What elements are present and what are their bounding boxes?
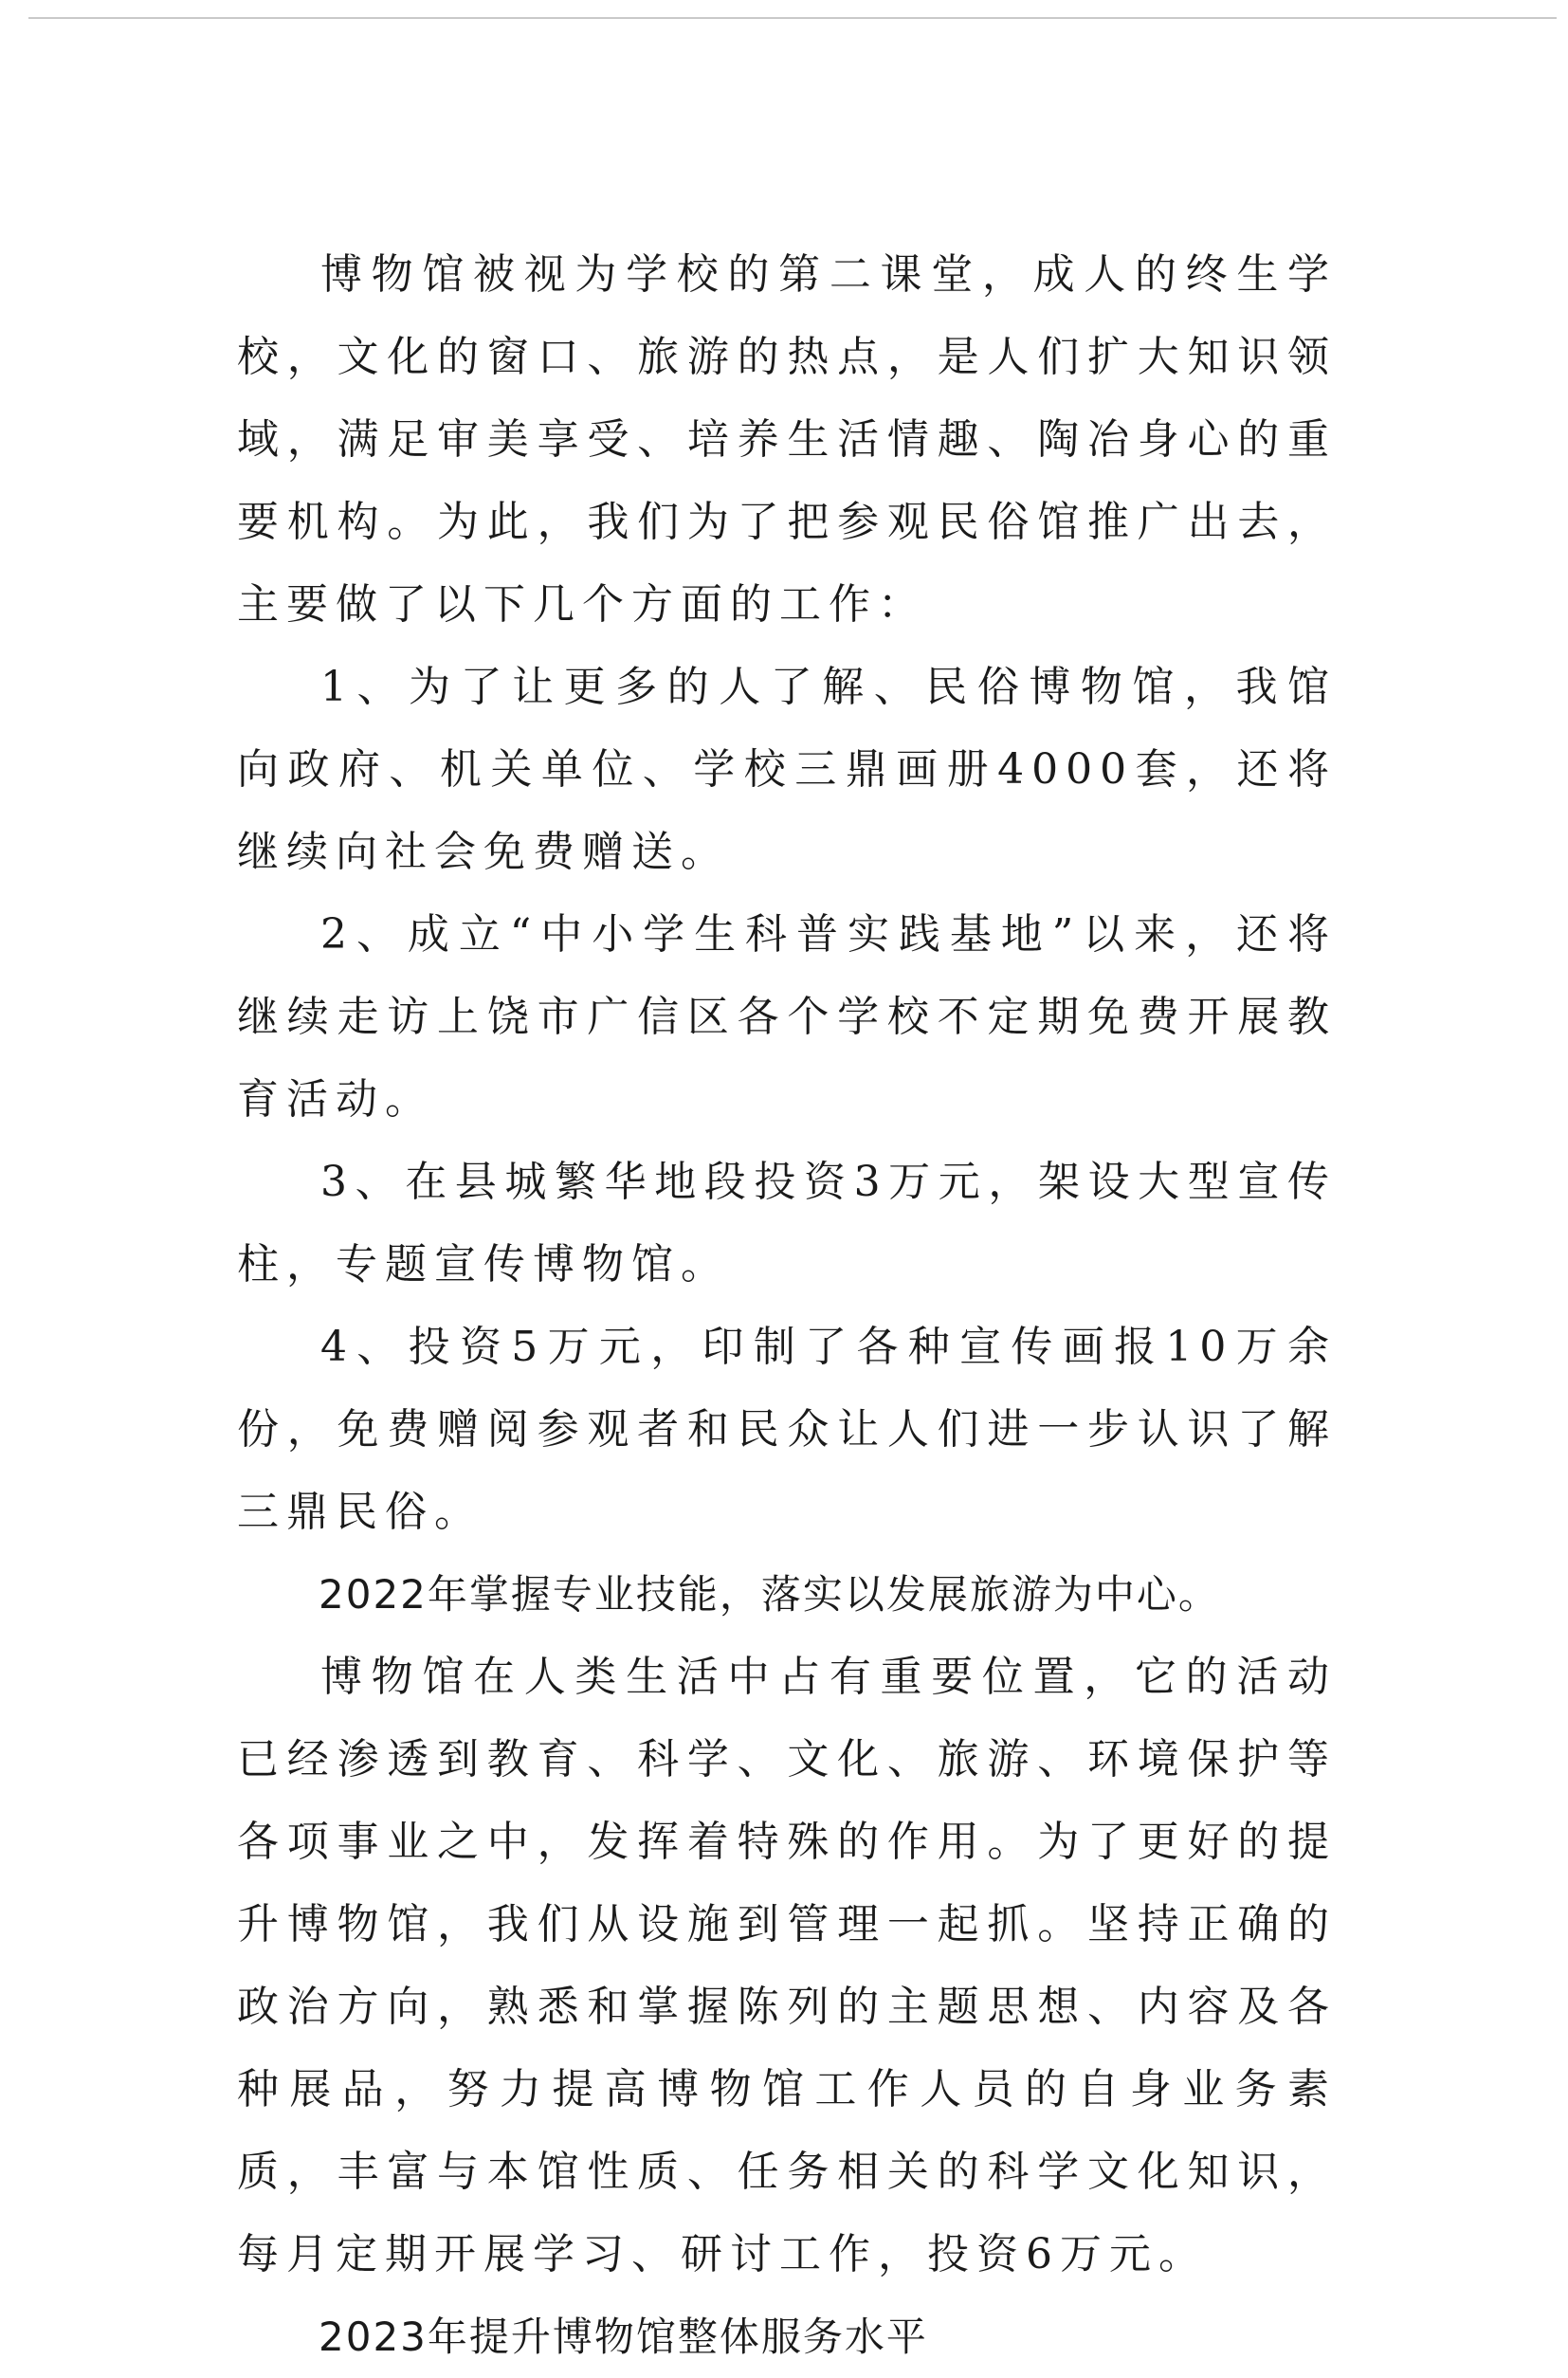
paragraph-2022-details: 博物馆在人类生活中占有重要位置，它的活动已经渗透到教育、科学、文化、旅游、环境保护等各项事业之中，发挥着特殊的作用。为了更好的提升博物馆，我们从设施到管理一起抓。坚持正确的政治方向，熟悉和掌握陈列的主题思想、内容及各种展品，努力提高博物馆工作人员的自身业务素质，丰富与本馆性质、任务相关的科学文化知识，每月定期开展学习、研讨工作，投资6万元。 (237, 1653, 1337, 2278)
paragraph-item-1: 1、为了让更多的人了解、民俗博物馆，我馆向政府、机关单位、学校三鼎画册4000套，还将继续向社会免费赠送。 (237, 663, 1337, 876)
paragraph-intro: 博物馆被视为学校的第二课堂，成人的终生学校，文化的窗口、旅游的热点，是人们扩大知识领域，满足审美享受、培养生活情趣、陶冶身心的重要机构。为此，我们为了把参观民俗馆推广出去，主要做了以下几个方面的工作： (237, 250, 1337, 629)
paragraph-item-2: 2、成立“中小学生科普实践基地”以来，还将继续走访上饶市广信区各个学校不定期免费开展教育活动。 (237, 910, 1337, 1124)
paragraph-item-4: 4、投资5万元，印制了各种宣传画报10万余份，免费赠阅参观者和民众让人们进一步认识了解三鼎民俗。 (237, 1323, 1337, 1536)
paragraph-item-3: 3、在县城繁华地段投资3万元，架设大型宣传柱，专题宣传博物馆。 (237, 1158, 1337, 1289)
document-body (237, 233, 1337, 2378)
top-scan-border (28, 17, 1557, 19)
section-heading-2022: 2022年掌握专业技能，落实以发展旅游为中心。 (319, 1571, 1220, 1618)
section-heading-2023: 2023年提升博物馆整体服务水平 (319, 2314, 928, 2360)
